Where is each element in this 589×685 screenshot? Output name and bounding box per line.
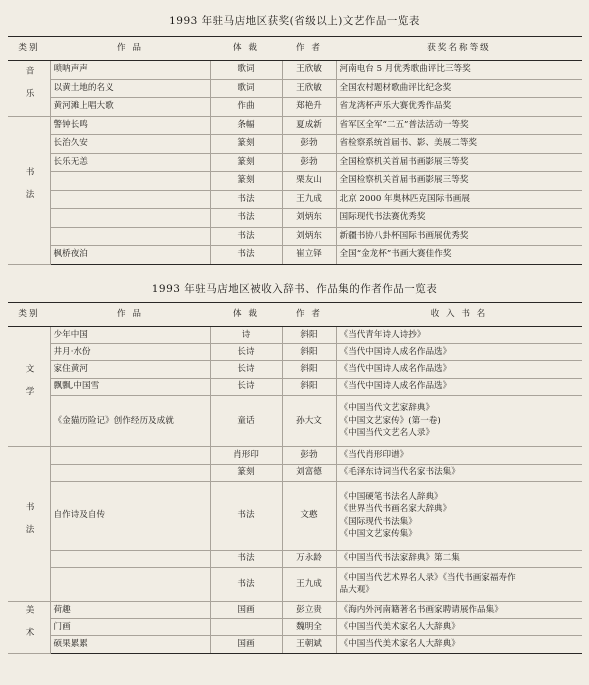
book-title: 《中国当代书法家辞典》第二集 (339, 553, 460, 564)
genre-cell: 童话 (210, 395, 282, 447)
book-title: 《世界当代书画名家大辞典》 (339, 504, 452, 515)
book-title: 《中国硬笔书法名人辞典》 (339, 491, 443, 502)
table-row (8, 98, 582, 117)
author-cell: 斜阳 (282, 327, 336, 344)
table-row (8, 209, 582, 228)
author-cell: 刘富德 (282, 464, 336, 481)
work-cell: 井月·水份 (50, 344, 210, 361)
books-cell (336, 464, 582, 481)
books-cell (336, 327, 582, 344)
author-cell: 文憨 (282, 481, 336, 550)
category-label: 文学 (24, 364, 35, 410)
work-cell: 黄河滩上唱大歌 (50, 98, 210, 117)
genre-cell: 国画 (210, 602, 282, 619)
header-author: 作 者 (282, 303, 336, 327)
header-author: 作 者 (282, 37, 336, 61)
work-cell (50, 447, 210, 464)
author-cell: 崔立铎 (282, 246, 336, 265)
books-cell (336, 447, 582, 464)
category-cell (8, 116, 50, 264)
award-cell: 北京 2000 年奥林匹克国际书画展 (336, 190, 582, 209)
author-cell: 斜阳 (282, 344, 336, 361)
author-cell: 郑艳升 (282, 98, 336, 117)
book-title: 《国际现代书法集》 (339, 516, 417, 527)
table-row (8, 135, 582, 154)
award-cell: 新疆书协八卦杯国际书画展优秀奖 (336, 227, 582, 246)
table1-title: 1993 年驻马店地区获奖(省级以上)文艺作品一览表 (169, 15, 420, 27)
author-cell: 彭勃 (282, 447, 336, 464)
genre-cell: 篆刻 (210, 153, 282, 172)
books-cell (336, 550, 582, 567)
table-row (8, 116, 582, 135)
author-cell: 彭勃 (282, 153, 336, 172)
category-label: 书法 (24, 501, 35, 547)
work-cell: 自作诗及自传 (50, 481, 210, 550)
genre-cell: 歌词 (210, 79, 282, 98)
table-row (8, 378, 582, 395)
books-cell (336, 567, 582, 601)
work-cell (50, 209, 210, 228)
genre-cell: 长诗 (210, 378, 282, 395)
book-title: 《中国文艺家传集》 (339, 529, 417, 540)
work-cell: 飘飘,中国雪 (50, 378, 210, 395)
table-row (8, 602, 582, 619)
author-cell: 王朝斌 (282, 636, 336, 653)
table-row (8, 395, 582, 447)
book-title: 《当代中国诗人成名作品选》 (339, 364, 452, 375)
genre-cell: 书法 (210, 567, 282, 601)
header-books: 收 入 书 名 (336, 303, 582, 327)
author-cell: 彭立贵 (282, 602, 336, 619)
header-category: 类别 (8, 37, 50, 61)
author-cell: 王九成 (282, 567, 336, 601)
award-cell: 河南电台 5 月优秀歌曲评比三等奖 (336, 61, 582, 80)
work-cell: 唢呐声声 (50, 61, 210, 80)
book-title: 《中国当代艺术界名人录》《当代书画家福寿作 (339, 572, 516, 583)
table-row (8, 153, 582, 172)
genre-cell: 书法 (210, 481, 282, 550)
work-cell (50, 172, 210, 191)
table-row (8, 361, 582, 378)
award-cell: 全国“金龙杯”书画大赛佳作奖 (336, 246, 582, 265)
book-title: 《当代青年诗人诗抄》 (339, 329, 426, 340)
work-cell: 长乐无恙 (50, 153, 210, 172)
table-header-row (8, 303, 582, 327)
table-row (8, 227, 582, 246)
award-cell: 国际现代书法赛优秀奖 (336, 209, 582, 228)
books-cell (336, 636, 582, 653)
table-row (8, 567, 582, 601)
category-label: 音乐 (24, 65, 35, 111)
genre-cell: 篆刻 (210, 172, 282, 191)
book-title: 《毛泽东诗词当代名家书法集》 (339, 467, 460, 478)
award-cell: 省龙湾杯声乐大赛优秀作品奖 (336, 98, 582, 117)
books-cell (336, 395, 582, 447)
work-cell: 以黄土地的名义 (50, 79, 210, 98)
books-cell (336, 361, 582, 378)
book-title: 《海内外河南籍著名书画家聘请展作品集》 (339, 604, 503, 615)
header-category: 类别 (8, 303, 50, 327)
genre-cell (210, 619, 282, 636)
genre-cell: 书法 (210, 227, 282, 246)
category-cell (8, 602, 50, 654)
author-cell: 王九成 (282, 190, 336, 209)
genre-cell: 书法 (210, 190, 282, 209)
table-row (8, 464, 582, 481)
books-cell (336, 378, 582, 395)
genre-cell: 篆刻 (210, 464, 282, 481)
work-cell (50, 550, 210, 567)
header-genre: 体 裁 (210, 303, 282, 327)
header-work: 作 品 (50, 37, 210, 61)
genre-cell: 篆刻 (210, 135, 282, 154)
author-cell: 刘炳东 (282, 227, 336, 246)
books-cell (336, 344, 582, 361)
work-cell: 家住黄河 (50, 361, 210, 378)
award-cell: 全国检察机关首届书画影展三等奖 (336, 172, 582, 191)
header-award: 获奖名称等级 (336, 37, 582, 61)
author-cell: 万永龄 (282, 550, 336, 567)
work-cell: 《金猫历险记》创作经历及成就 (50, 395, 210, 447)
work-cell (50, 227, 210, 246)
table-header-row (8, 37, 582, 61)
table2-title: 1993 年驻马店地区被收入辞书、作品集的作者作品一览表 (151, 283, 438, 295)
category-cell (8, 447, 50, 602)
category-cell (8, 327, 50, 447)
work-cell (50, 190, 210, 209)
book-title: 《当代肖形印谱》 (339, 450, 409, 461)
book-title: 《中国当代美术家名人大辞典》 (339, 622, 460, 633)
work-cell (50, 464, 210, 481)
work-cell: 少年中国 (50, 327, 210, 344)
books-cell (336, 619, 582, 636)
category-label: 美术 (24, 604, 35, 650)
book-title: 《当代中国诗人成名作品选》 (339, 381, 452, 392)
author-cell: 栗友山 (282, 172, 336, 191)
author-cell: 斜阳 (282, 378, 336, 395)
award-cell: 全国检察机关首届书画影展三等奖 (336, 153, 582, 172)
books-cell (336, 481, 582, 550)
genre-cell: 书法 (210, 246, 282, 265)
header-genre: 体 裁 (210, 37, 282, 61)
author-cell: 刘炳东 (282, 209, 336, 228)
category-label: 书法 (24, 167, 35, 213)
table-row (8, 61, 582, 80)
genre-cell: 诗 (210, 327, 282, 344)
book-title: 《中国当代美术家名人大辞典》 (339, 639, 460, 650)
header-work: 作 品 (50, 303, 210, 327)
award-table (8, 36, 582, 265)
book-title: 《当代中国诗人成名作品选》 (339, 347, 452, 358)
table-row (8, 619, 582, 636)
genre-cell: 长诗 (210, 344, 282, 361)
work-cell: 荷趣 (50, 602, 210, 619)
table-row (8, 447, 582, 464)
award-cell: 省检察系统首届书、影、美展二等奖 (336, 135, 582, 154)
table-row (8, 246, 582, 265)
author-cell: 彭勃 (282, 135, 336, 154)
author-cell: 斜阳 (282, 361, 336, 378)
table-row (8, 481, 582, 550)
table-row (8, 79, 582, 98)
award-cell: 省军区全军“二五”普法活动一等奖 (336, 116, 582, 135)
book-title: 品大观》 (339, 585, 374, 596)
author-cell: 魏明全 (282, 619, 336, 636)
work-cell: 硕果累累 (50, 636, 210, 653)
category-cell (8, 61, 50, 117)
genre-cell: 作曲 (210, 98, 282, 117)
genre-cell: 歌词 (210, 61, 282, 80)
book-title: 《中国当代文艺家辞典》 (339, 403, 435, 414)
work-cell: 长治久安 (50, 135, 210, 154)
books-cell (336, 602, 582, 619)
book-title: 《中国文艺家传》(第一卷) (339, 415, 441, 426)
genre-cell: 书法 (210, 550, 282, 567)
work-cell: 警钟长鸣 (50, 116, 210, 135)
award-cell: 全国农村题材歌曲评比纪念奖 (336, 79, 582, 98)
table-row (8, 636, 582, 653)
work-cell (50, 567, 210, 601)
author-cell: 孙大文 (282, 395, 336, 447)
table-row (8, 172, 582, 191)
table-row (8, 190, 582, 209)
genre-cell: 长诗 (210, 361, 282, 378)
genre-cell: 书法 (210, 209, 282, 228)
genre-cell: 肖形印 (210, 447, 282, 464)
work-cell: 枫桥夜泊 (50, 246, 210, 265)
table-row (8, 344, 582, 361)
author-cell: 夏成新 (282, 116, 336, 135)
table-row (8, 327, 582, 344)
book-title: 《中国当代文艺名人录》 (339, 428, 435, 439)
genre-cell: 国画 (210, 636, 282, 653)
author-cell: 王欣敏 (282, 61, 336, 80)
genre-cell: 条幅 (210, 116, 282, 135)
work-cell: 门画 (50, 619, 210, 636)
author-cell: 王欣敏 (282, 79, 336, 98)
table-row (8, 550, 582, 567)
collection-table (8, 302, 582, 654)
